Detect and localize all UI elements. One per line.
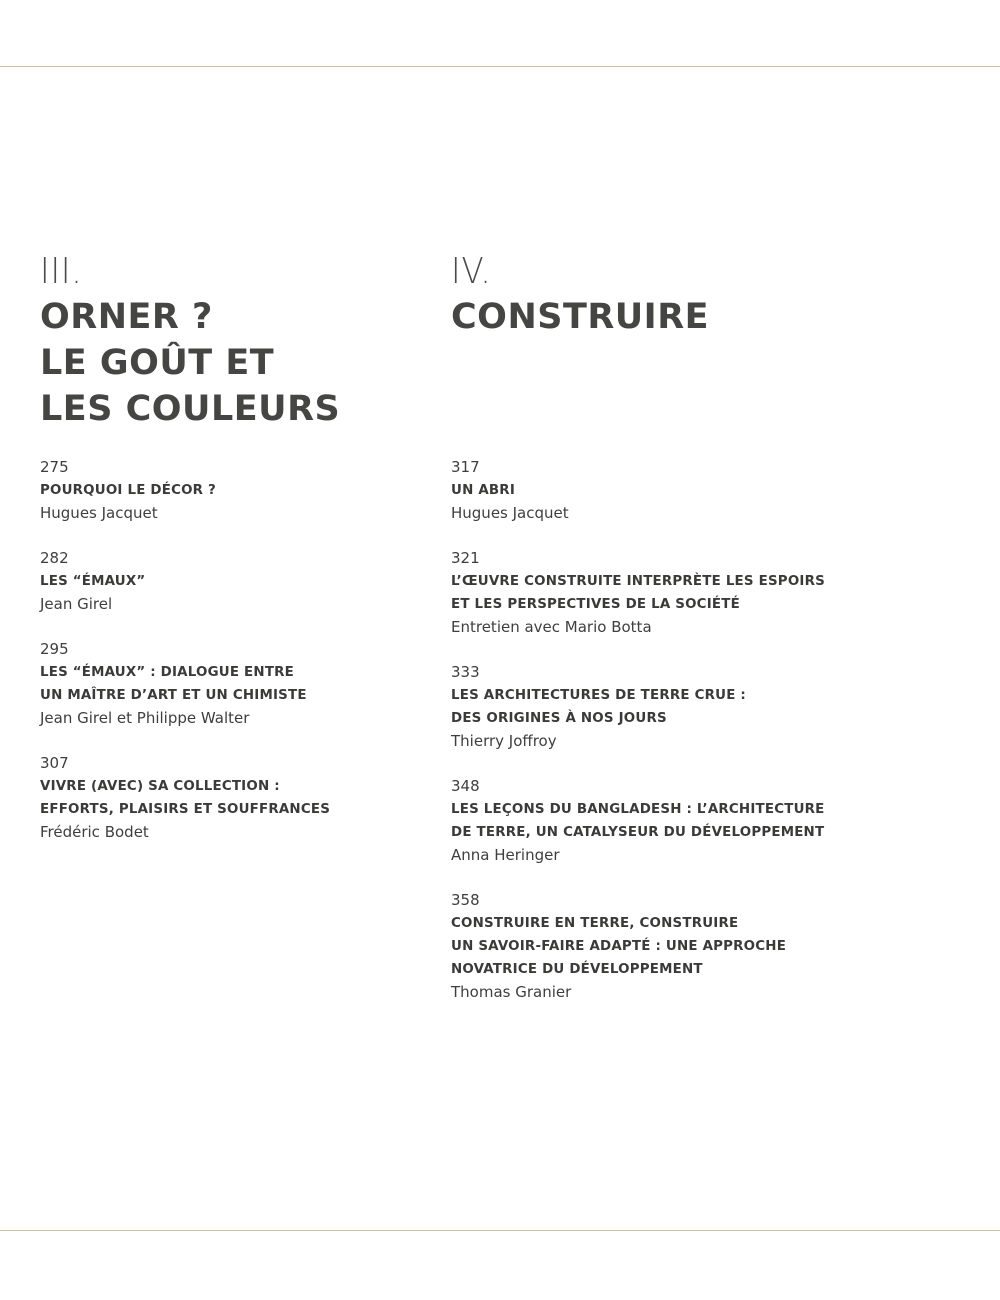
section-numeral: IV.	[451, 251, 492, 292]
entry-title	[40, 479, 460, 502]
entry-title-line: VIVRE (AVEC) SA COLLECTION :	[40, 779, 280, 794]
entry-title	[451, 912, 871, 981]
entry-title	[451, 798, 871, 844]
entry-title-line: EFFORTS, PLAISIRS ET SOUFFRANCES	[40, 802, 331, 817]
entry-title-line: L’ŒUVRE CONSTRUITE INTERPRÈTE LES ESPOIRS	[451, 574, 825, 589]
section-iii	[40, 250, 460, 866]
page-number: 282	[40, 549, 69, 567]
section-title-line: LE GOÛT ET	[40, 343, 275, 383]
entry-title-line: LES “ÉMAUX” : DIALOGUE ENTRE	[40, 665, 295, 680]
page-number: 358	[451, 891, 480, 909]
entry-title	[451, 684, 871, 730]
entry-author: Frédéric Bodet	[40, 823, 149, 841]
bottom-rule	[0, 1230, 1000, 1231]
section-numeral: III.	[40, 251, 83, 292]
section-title	[40, 294, 460, 434]
section-title-line: CONSTRUIRE	[451, 297, 710, 337]
toc-entry[interactable]	[451, 889, 871, 1004]
top-rule	[0, 66, 1000, 67]
page-number: 333	[451, 663, 480, 681]
entry-title-line: DE TERRE, UN CATALYSEUR DU DÉVELOPPEMENT	[451, 825, 825, 840]
toc-entry[interactable]	[451, 775, 871, 867]
entry-author: Hugues Jacquet	[40, 504, 158, 522]
entry-author: Hugues Jacquet	[451, 504, 569, 522]
entry-title-line: UN ABRI	[451, 483, 516, 498]
page-number: 317	[451, 458, 480, 476]
toc-entry[interactable]	[40, 638, 460, 730]
entry-list	[451, 456, 871, 1004]
page-number: 295	[40, 640, 69, 658]
toc-entry[interactable]	[451, 547, 871, 639]
entry-author: Thierry Joffroy	[451, 732, 557, 750]
entry-title	[451, 479, 871, 502]
entry-title-line: UN SAVOIR-FAIRE ADAPTÉ : UNE APPROCHE	[451, 939, 787, 954]
entry-title-line: CONSTRUIRE EN TERRE, CONSTRUIRE	[451, 916, 739, 931]
entry-title	[40, 775, 460, 821]
toc-entry[interactable]	[40, 752, 460, 844]
entry-title-line: LES LEÇONS DU BANGLADESH : L’ARCHITECTURE	[451, 802, 825, 817]
section-title-line: LES COULEURS	[40, 389, 341, 429]
toc-entry[interactable]	[451, 661, 871, 753]
entry-author: Jean Girel	[40, 595, 113, 613]
page-number: 348	[451, 777, 480, 795]
entry-list	[40, 456, 460, 844]
entry-title-line: LES “ÉMAUX”	[40, 574, 146, 589]
entry-author: Thomas Granier	[451, 983, 572, 1001]
entry-title-line: DES ORIGINES À NOS JOURS	[451, 711, 667, 726]
toc-entry[interactable]	[40, 456, 460, 525]
entry-author: Entretien avec Mario Botta	[451, 618, 652, 636]
entry-title	[40, 661, 460, 707]
section-title-line: ORNER ?	[40, 297, 213, 337]
entry-title-line: UN MAÎTRE D’ART ET UN CHIMISTE	[40, 688, 307, 703]
page-number: 307	[40, 754, 69, 772]
entry-title-line: POURQUOI LE DÉCOR ?	[40, 483, 217, 498]
section-title	[451, 294, 871, 434]
toc-entry[interactable]	[40, 547, 460, 616]
section-iv	[451, 250, 871, 1026]
entry-author: Jean Girel et Philippe Walter	[40, 709, 250, 727]
page-number: 321	[451, 549, 480, 567]
entry-title	[40, 570, 460, 593]
page-number: 275	[40, 458, 69, 476]
entry-title	[451, 570, 871, 616]
entry-author: Anna Heringer	[451, 846, 560, 864]
entry-title-line: NOVATRICE DU DÉVELOPPEMENT	[451, 962, 703, 977]
entry-title-line: ET LES PERSPECTIVES DE LA SOCIÉTÉ	[451, 597, 740, 612]
toc-entry[interactable]	[451, 456, 871, 525]
entry-title-line: LES ARCHITECTURES DE TERRE CRUE :	[451, 688, 746, 703]
